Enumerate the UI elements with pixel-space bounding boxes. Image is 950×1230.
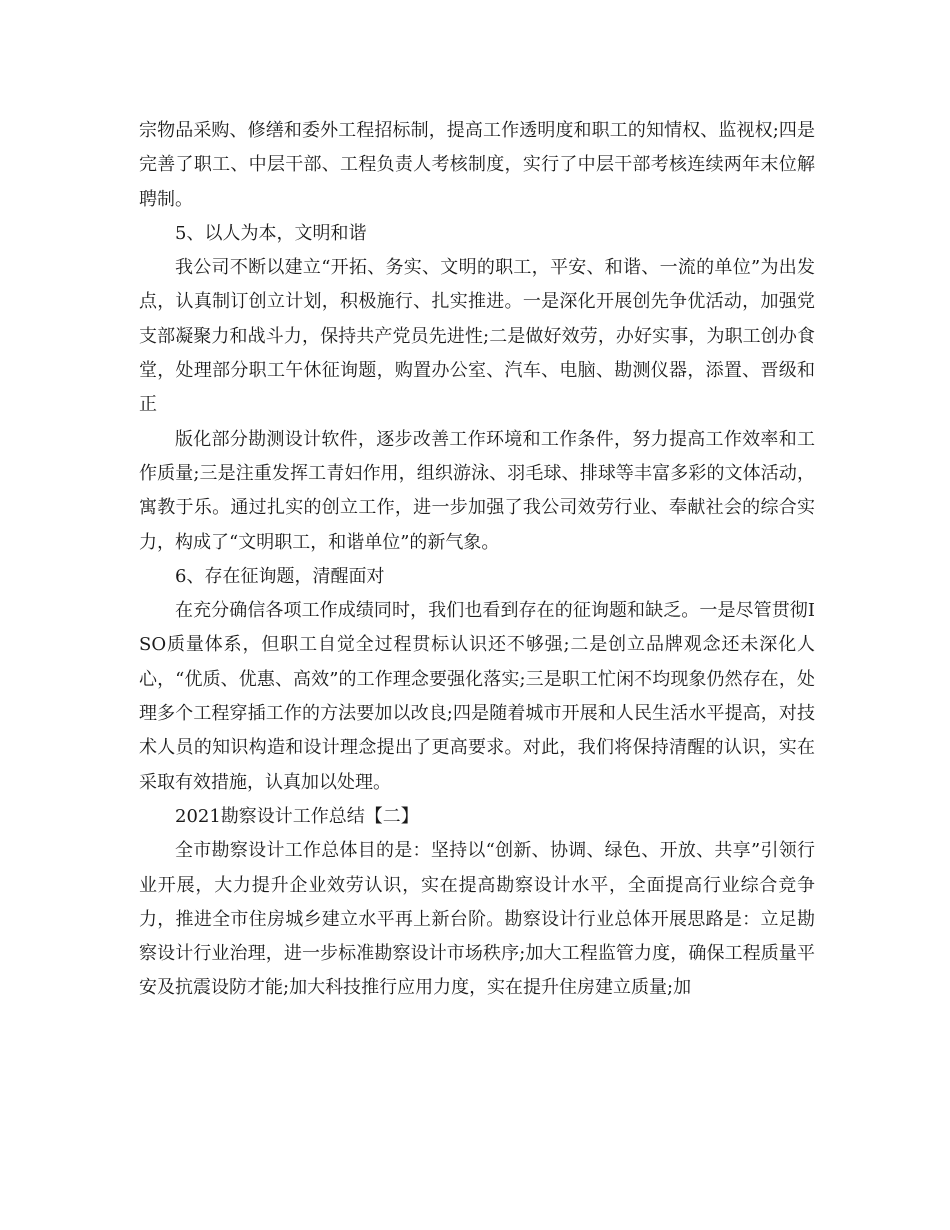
section-heading-6: 6、存在征询题，清醒面对: [175, 565, 385, 587]
document-body: [139, 114, 815, 1006]
paragraph-2: 我公司不断以建立“开拓、务实、文明的职工，平安、和谐、一流的单位”为出发点，认真制订创立计划，积极施行、扎实推进。一是深化开展创先争优活动，加强党支部凝聚力和战斗力，保持共产党员先进性;二是做好效劳，办好实事，为职工创办食堂，处理部分职工午休征询题，购置办公室、汽车、电脑、勘测仪器，添置、晋级和正: [139, 257, 815, 416]
section-heading-5: 5、以人为本，文明和谐: [175, 222, 367, 244]
paragraph-5: 全市勘察设计工作总体目的是：坚持以“创新、协调、绿色、开放、共享”引领行业开展，大力提升企业效劳认识，实在提高勘察设计水平，全面提高行业综合竞争力，推进全市住房城乡建立水平再上新台阶。勘察设计行业总体开展思路是：立足勘察设计行业治理，进一步标准勘察设计市场秩序;加大工程监管力度，确保工程质量平安及抗震设防才能;加大科技推行应用力度，实在提升住房建立质量;加: [139, 840, 815, 999]
section-title-2: 2021勘察设计工作总结【二】: [175, 805, 419, 827]
paragraph-4: 在充分确信各项工作成绩同时，我们也看到存在的征询题和缺乏。一是尽管贯彻ISO质量体系，但职工自觉全过程贯标认识还不够强;二是创立品牌观念还未深化人心，“优质、优惠、高效”的工作理念要强化落实;三是职工忙闲不均现象仍然存在，处理多个工程穿插工作的方法要加以改良;四是随着城市开展和人民生活水平提高，对技术人员的知识构造和设计理念提出了更高要求。对此，我们将保持清醒的认识，实在采取有效措施，认真加以处理。: [139, 600, 815, 793]
paragraph-1: 宗物品采购、修缮和委外工程招标制，提高工作透明度和职工的知情权、监视权;四是完善了职工、中层干部、工程负责人考核制度，实行了中层干部考核连续两年末位解聘制。: [139, 120, 815, 210]
paragraph-3: 版化部分勘测设计软件，逐步改善工作环境和工作条件，努力提高工作效率和工作质量;三是注重发挥工青妇作用，组织游泳、羽毛球、排球等丰富多彩的文体活动，寓教于乐。通过扎实的创立工作，进一步加强了我公司效劳行业、奉献社会的综合实力，构成了“文明职工，和谐单位”的新气象。: [139, 428, 815, 553]
